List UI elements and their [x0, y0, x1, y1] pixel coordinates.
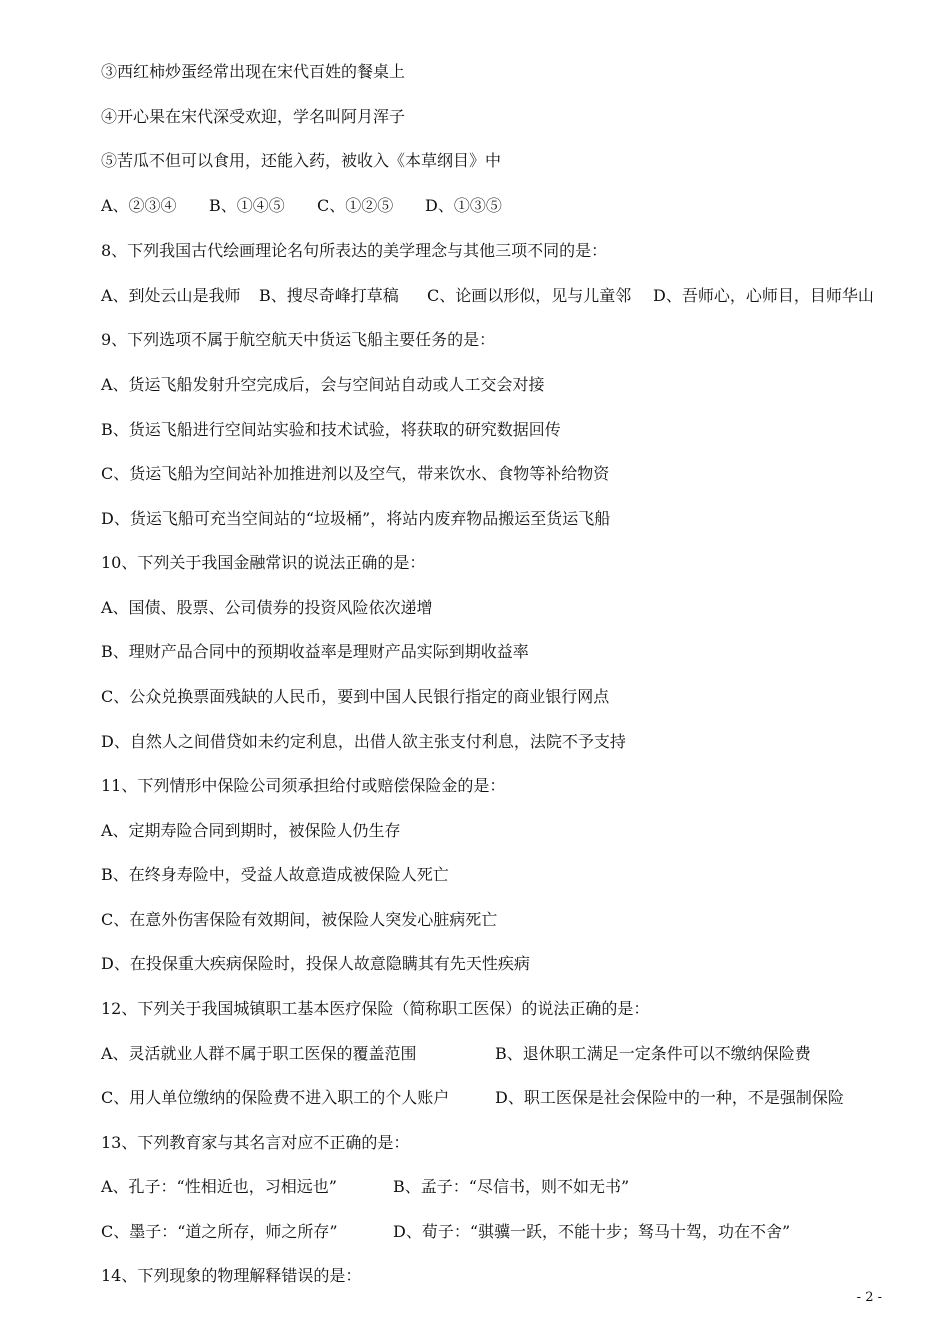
question-13: 13、下列教育家与其名言对应不正确的是： — [101, 1133, 410, 1152]
q12-choice-a: A、灵活就业人群不属于职工医保的覆盖范围 — [101, 1044, 417, 1063]
q11-choice-d: D、在投保重大疾病保险时，投保人故意隐瞒其有先天性疾病 — [101, 954, 530, 973]
q13-choices-ab — [101, 1177, 629, 1197]
q8-choice-d: D、吾师心，心师目，目师华山 — [653, 286, 874, 305]
option-5-text: ⑤苦瓜不但可以食用，还能入药，被收入《本草纲目》中 — [101, 151, 502, 170]
question-12: 12、下列关于我国城镇职工基本医疗保险（简称职工医保）的说法正确的是： — [101, 999, 650, 1018]
q10-choice-c: C、公众兑换票面残缺的人民币，要到中国人民银行指定的商业银行网点 — [101, 687, 610, 706]
q9-choice-b: B、货运飞船进行空间站实验和技术试验，将获取的研究数据回传 — [101, 420, 561, 439]
q10-choice-b: B、理财产品合同中的预期收益率是理财产品实际到期收益率 — [101, 642, 529, 661]
q13-choices-cd — [101, 1222, 790, 1242]
page-number: - 2 - — [856, 1290, 882, 1305]
q11-choice-b: B、在终身寿险中，受益人故意造成被保险人死亡 — [101, 865, 449, 884]
q7-choice-c: C、①②⑤ — [317, 196, 394, 215]
q13-choice-d: D、荀子：“骐骥一跃，不能十步；驽马十驾，功在不舍” — [393, 1222, 791, 1241]
question-8: 8、下列我国古代绘画理论名句所表达的美学理念与其他三项不同的是： — [101, 241, 608, 260]
q7-choice-d: D、①③⑤ — [425, 196, 502, 215]
q13-choice-c: C、墨子：“道之所存，师之所存” — [101, 1222, 338, 1241]
q11-choice-a: A、定期寿险合同到期时，被保险人仍生存 — [101, 821, 401, 840]
q12-choices-ab — [101, 1044, 811, 1064]
q13-choice-b: B、孟子：“尽信书，则不如无书” — [393, 1177, 630, 1196]
q7-choice-a: A、②③④ — [101, 196, 177, 215]
q9-choice-a: A、货运飞船发射升空完成后，会与空间站自动或人工交会对接 — [101, 375, 545, 394]
question-10: 10、下列关于我国金融常识的说法正确的是： — [101, 553, 426, 572]
question-14: 14、下列现象的物理解释错误的是： — [101, 1266, 362, 1285]
question-9: 9、下列选项不属于航空航天中货运飞船主要任务的是： — [101, 330, 496, 349]
q12-choice-d: D、职工医保是社会保险中的一种，不是强制保险 — [495, 1088, 844, 1107]
question-11: 11、下列情形中保险公司须承担给付或赔偿保险金的是： — [101, 776, 506, 795]
option-4-text: ④开心果在宋代深受欢迎，学名叫阿月浑子 — [101, 107, 406, 126]
q12-choice-b: B、退休职工满足一定条件可以不缴纳保险费 — [495, 1044, 811, 1063]
q13-choice-a: A、孔子：“性相近也，习相远也” — [101, 1177, 337, 1196]
q8-choice-c: C、论画以形似，见与儿童邻 — [427, 286, 632, 305]
q10-choice-d: D、自然人之间借贷如未约定利息，出借人欲主张支付利息，法院不予支持 — [101, 732, 626, 751]
q7-choice-b: B、①④⑤ — [209, 196, 285, 215]
q12-choices-cd — [101, 1088, 844, 1108]
q9-choice-d: D、货运飞船可充当空间站的“垃圾桶”，将站内废弃物品搬运至货运飞船 — [101, 509, 611, 528]
q8-choices — [101, 286, 874, 306]
q11-choice-c: C、在意外伤害保险有效期间，被保险人突发心脏病死亡 — [101, 910, 498, 929]
q8-choice-b: B、搜尽奇峰打草稿 — [259, 286, 399, 305]
q9-choice-c: C、货运飞船为空间站补加推进剂以及空气，带来饮水、食物等补给物资 — [101, 464, 610, 483]
q8-choice-a: A、到处云山是我师 — [101, 286, 241, 305]
option-3-text: ③西红柿炒蛋经常出现在宋代百姓的餐桌上 — [101, 62, 406, 81]
q12-choice-c: C、用人单位缴纳的保险费不进入职工的个人账户 — [101, 1088, 450, 1107]
q10-choice-a: A、国债、股票、公司债券的投资风险依次递增 — [101, 598, 433, 617]
q7-choices — [101, 196, 502, 216]
